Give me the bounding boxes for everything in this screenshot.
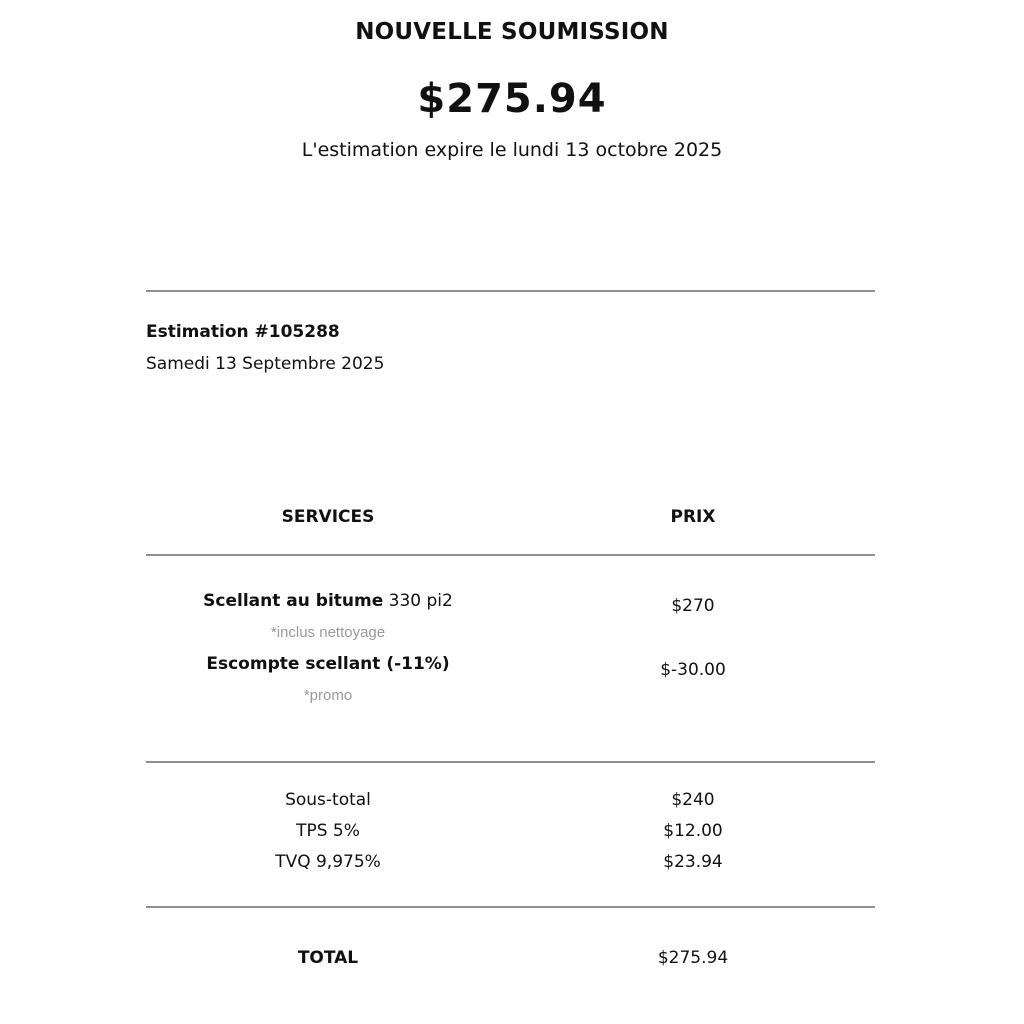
estimate-date: Samedi 13 Septembre 2025 <box>146 354 385 374</box>
line-item-price: $-30.00 <box>660 660 726 680</box>
total-label: TOTAL <box>297 948 359 968</box>
subtotal-label: Sous-total <box>285 790 371 810</box>
tvq-label: TVQ 9,975% <box>275 852 381 872</box>
line-item-name-detail: 330 pi2 <box>383 591 453 611</box>
tps-label: TPS 5% <box>296 821 360 841</box>
total-value: $275.94 <box>657 948 729 968</box>
document-title: NOUVELLE SOUMISSION <box>355 19 669 45</box>
line-item-note: *promo <box>303 687 353 704</box>
line-item-note: *inclus nettoyage <box>270 624 386 641</box>
column-header-services: SERVICES <box>281 507 375 527</box>
tps-value: $12.00 <box>663 821 723 841</box>
divider <box>146 761 875 763</box>
column-header-price: PRIX <box>670 507 716 527</box>
line-item-name <box>178 654 478 674</box>
divider <box>146 554 875 556</box>
line-item-name-bold: Scellant au bitume <box>203 591 384 611</box>
line-item-price: $270 <box>671 596 715 616</box>
line-item-name-bold: Escompte scellant (-11%) <box>206 654 450 674</box>
line-item-name <box>178 591 478 611</box>
total-amount-headline: $275.94 <box>417 76 607 122</box>
subtotal-value: $240 <box>671 790 715 810</box>
tvq-value: $23.94 <box>663 852 723 872</box>
divider <box>146 290 875 292</box>
estimate-number: Estimation #105288 <box>146 322 340 342</box>
expiry-notice: L'estimation expire le lundi 13 octobre 2025 <box>301 139 723 161</box>
divider <box>146 906 875 908</box>
